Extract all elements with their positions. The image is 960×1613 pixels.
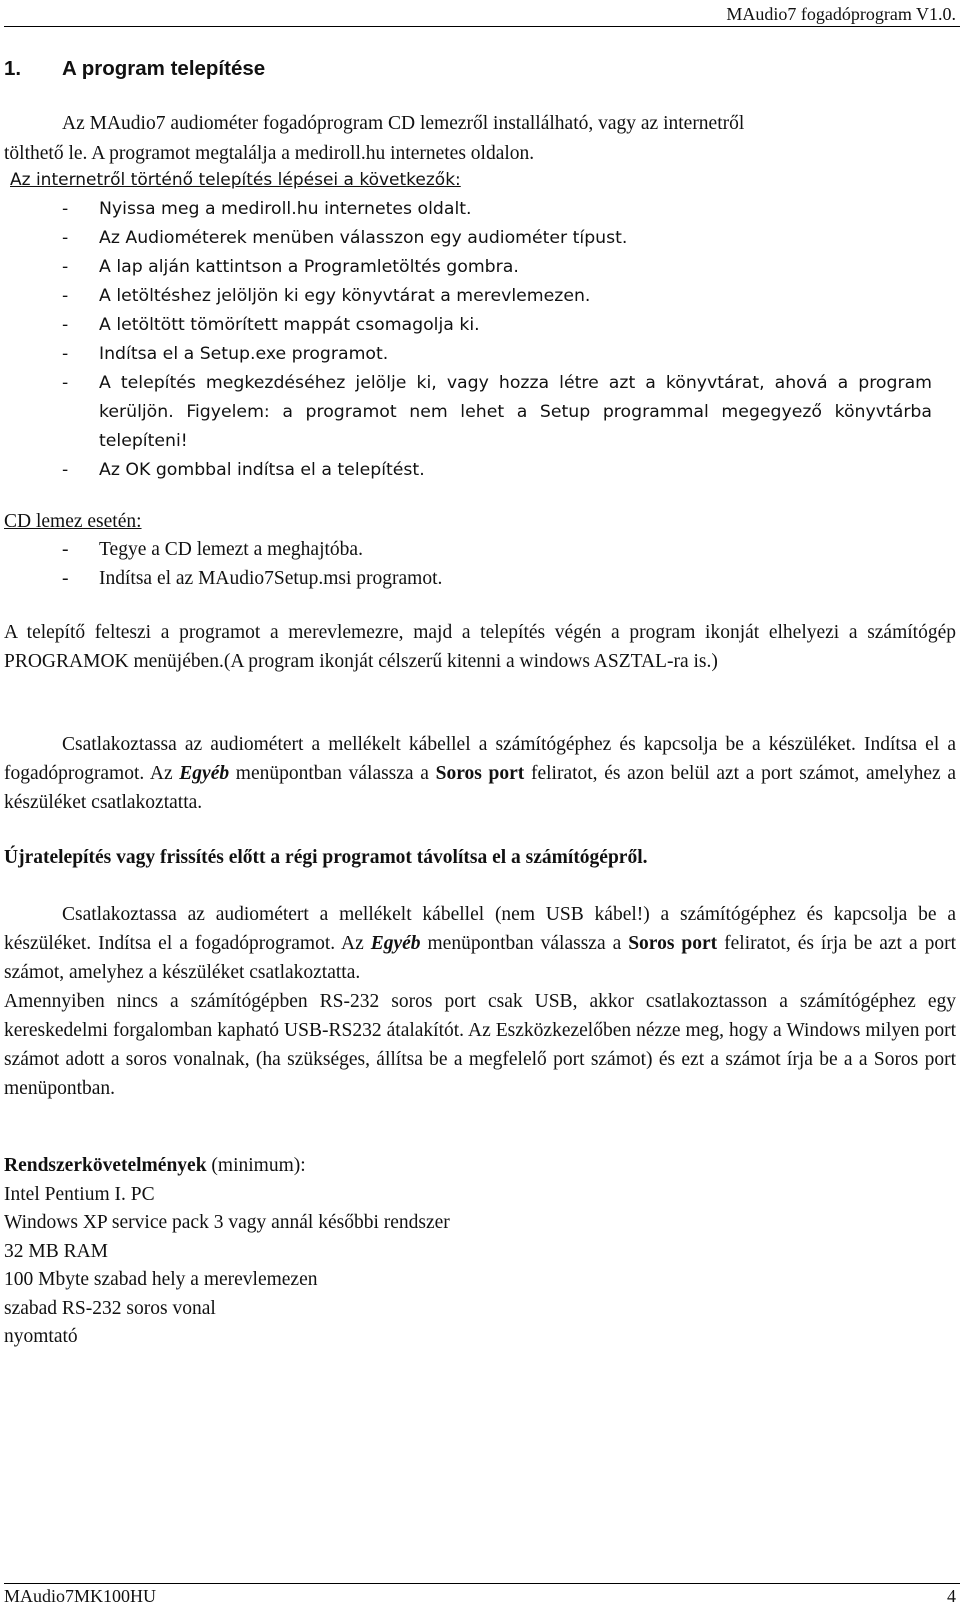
header-rule <box>4 26 960 27</box>
requirements-heading: Rendszerkövetelmények (minimum): <box>4 1155 306 1176</box>
intro-line-2: tölthető le. A programot megtalálja a mediroll.hu internetes oldalon. <box>4 143 535 164</box>
reinstall-warning: Újratelepítés vagy frissítés előtt a régi programot távolítsa el a számítógépről. <box>4 847 648 868</box>
list-item: 32 MB RAM <box>4 1240 109 1262</box>
list-item: nyomtató <box>4 1326 78 1347</box>
list-item: - Az OK gombbal indítsa el a telepítést. <box>62 460 425 480</box>
list-item: - A letöltött tömörített mappát csomagolja ki. <box>62 315 480 335</box>
list-item: Intel Pentium I. PC <box>4 1183 155 1205</box>
list-item: - A lap alján kattintson a Programletöltés gombra. <box>62 257 519 277</box>
usb-adapter-note: Amennyiben nincs a számítógépben RS-232 soros port csak USB, akkor csatlakoztasson a számítógéphez egy kereskedelmi forgalomban kapható USB-RS232 átalakítót. Az Eszközkezelőben nézze meg, hogy a Windows milyen port számot adott a soros vonalnak, (ha szükséges, állítsa be a megfelelő port számot) és ezt a számot írja be a a Soros port menüpontban. <box>4 991 956 1099</box>
web-steps-heading: Az internetről történő telepítés lépései a következők: <box>10 170 461 190</box>
intro-line-1: Az MAudio7 audiométer fogadóprogram CD lemezről installálható, vagy az internetről <box>62 113 745 134</box>
list-item: - Nyissa meg a mediroll.hu internetes oldalt. <box>62 199 472 219</box>
list-item: - A letöltéshez jelöljön ki egy könyvtárat a merevlemezen. <box>62 286 591 306</box>
list-item: szabad RS-232 soros vonal <box>4 1297 216 1319</box>
web-steps-list-a <box>62 195 932 485</box>
list-item: - Tegye a CD lemezt a meghajtóba. <box>62 539 363 560</box>
list-item: - Indítsa el az MAudio7Setup.msi programot. <box>62 568 443 589</box>
page-number: 4 <box>947 1586 956 1606</box>
install-note: A telepítő felteszi a programot a merevlemezre, majd a telepítés végén a program ikonját elhelyezi a számítógép PROGRAMOK menüjében.(A program ikonját célszerű kitenni a windows ASZTAL-ra is.) <box>4 622 956 672</box>
footer-rule <box>4 1583 960 1584</box>
list-item: - A telepítés megkezdéséhez jelölje ki, vagy hozza létre azt a könyvtárat, ahová a program kerüljön. Figyelem: a programot nem lehet a Setup programmal megegyező könyvtárba telepíteni! <box>62 373 932 451</box>
section-number: 1. <box>4 57 22 80</box>
cd-heading: CD lemez esetén: <box>4 511 142 532</box>
running-header: MAudio7 fogadóprogram V1.0. <box>726 4 956 24</box>
system-requirements <box>4 1152 450 1352</box>
section-title: A program telepítése <box>62 57 266 80</box>
list-item: 100 Mbyte szabad hely a merevlemezen <box>4 1269 318 1290</box>
list-item: - Indítsa el a Setup.exe programot. <box>62 344 389 364</box>
cd-steps-list <box>62 535 932 593</box>
connect-paragraph-1: Csatlakoztassa az audiométert a mellékelt kábellel a számítógéphez és kapcsolja be a készüléket. Indítsa el a fogadóprogramot. Az Egyéb menüpontban válassza a Soros port feliratot, és azon belül azt a port számot, amelyhez a készüléket csatlakoztatta. <box>4 734 957 813</box>
list-item: - Az Audiométerek menüben válasszon egy audiométer típust. <box>62 228 628 248</box>
connect-paragraph-2: Csatlakoztassa az audiométert a mellékelt kábellel (nem USB kábel!) a számítógéphez és kapcsolja be a készüléket. Indítsa el a fogadóprogramot. Az Egyéb menüpontban válassza a Soros port feliratot, és írja be azt a port számot, amelyhez a készüléket csatlakoztatta. Amennyiben nincs a számítógépben RS-232 soros port csak USB, akkor csatlakoztasson a számítógéphez egy kereskedelmi forgalomban kapható USB-RS232 átalakítót. Az Eszközkezelőben nézze meg, hogy a Windows milyen port számot adott a soros vonalnak, (ha szükséges, állítsa be a megfelelő port számot) és ezt a számot írja be a a Soros port menüpontban. <box>4 900 956 1103</box>
list-item: Windows XP service pack 3 vagy annál későbbi rendszer <box>4 1212 450 1233</box>
footer-doc-code: MAudio7MK100HU <box>4 1586 157 1606</box>
section-heading <box>4 54 265 84</box>
